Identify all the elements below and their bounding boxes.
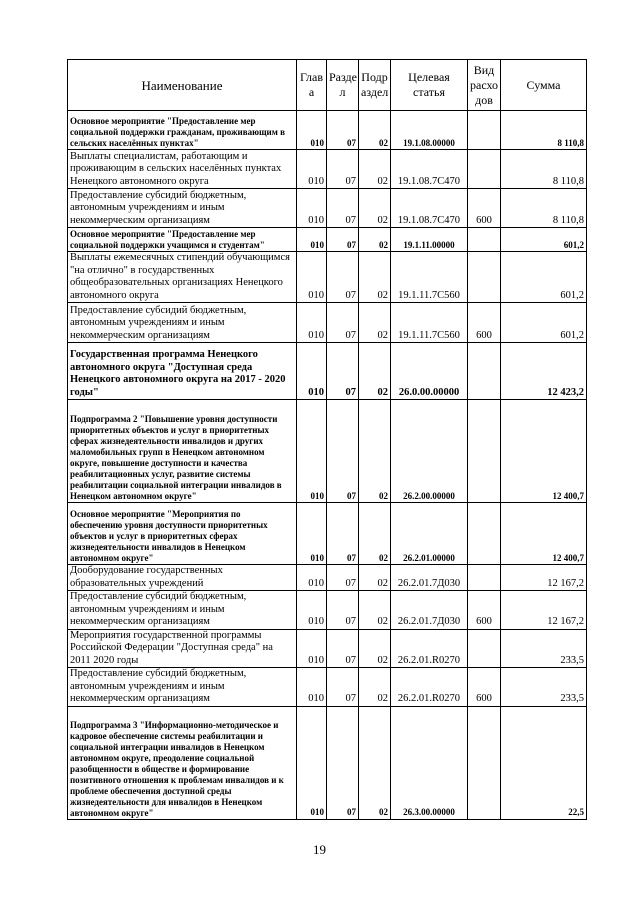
table-row [68,189,587,228]
header-name: Наименование [68,60,297,111]
row-chapter: 010 [297,111,327,150]
row-expense-type [468,503,501,565]
row-subsection: 02 [359,343,391,400]
row-sum: 12 167,2 [501,565,587,591]
row-expense-type [468,252,501,303]
row-chapter: 010 [297,252,327,303]
table-row [68,706,587,819]
row-section: 07 [327,343,359,400]
row-chapter: 010 [297,400,327,503]
row-chapter: 010 [297,503,327,565]
row-section: 07 [327,706,359,819]
row-name: Предоставление субсидий бюджетным, автономным учреждениям и иным некоммерческим организациям [68,591,297,630]
row-target: 19.1.08.7С470 [391,150,468,189]
row-expense-type [468,565,501,591]
table-row [68,228,587,252]
row-sum: 8 110,8 [501,150,587,189]
table-row [68,503,587,565]
row-name: Основное мероприятие "Предоставление мер социальной поддержки гражданам, проживающим в сельских населённых пунктах" [68,111,297,150]
row-sum: 233,5 [501,668,587,707]
row-chapter: 010 [297,629,327,668]
table-row [68,565,587,591]
row-section: 07 [327,111,359,150]
row-expense-type [468,400,501,503]
table-row [68,591,587,630]
table-row [68,629,587,668]
row-expense-type [468,629,501,668]
row-section: 07 [327,303,359,343]
row-section: 07 [327,189,359,228]
row-name: Подпрограмма 2 "Повышение уровня доступности приоритетных объектов и услуг в приоритетных сферах жизнедеятельности инвалидов и других маломобильных групп в Ненецком автономном округе, повышение доступности и качества реабилитационных услуг, развитие системы реабилитации социальной интеграции инвалидов в Ненецком автономном округе" [68,400,297,503]
row-target: 26.2.01.R0270 [391,668,468,707]
table-row [68,668,587,707]
row-subsection: 02 [359,189,391,228]
row-sum: 8 110,8 [501,189,587,228]
row-name: Дооборудование государственных образовательных учреждений [68,565,297,591]
row-name: Выплаты ежемесячных стипендий обучающимся "на отлично" в государственных общеобразовательных организациях Ненецкого автономного округа [68,252,297,303]
row-name: Мероприятия государственной программы Российской Федерации "Доступная среда" на 2011 2020 годы [68,629,297,668]
row-target: 19.1.08.00000 [391,111,468,150]
row-subsection: 02 [359,503,391,565]
table-row [68,252,587,303]
row-name: Государственная программа Ненецкого автономного округа "Доступная среда Ненецкого автономного округа на 2017 - 2020 годы" [68,343,297,400]
row-expense-type [468,111,501,150]
header-chapter: Глав а [297,60,327,111]
budget-table [67,59,587,820]
row-subsection: 02 [359,565,391,591]
row-target: 26.2.01.7Д030 [391,591,468,630]
row-chapter: 010 [297,591,327,630]
row-section: 07 [327,228,359,252]
header-target: Целевая статья [391,60,468,111]
row-subsection: 02 [359,252,391,303]
row-target: 26.2.01.00000 [391,503,468,565]
header-subsection: Подр аздел [359,60,391,111]
row-sum: 12 423,2 [501,343,587,400]
table-row [68,150,587,189]
row-expense-type: 600 [468,303,501,343]
row-chapter: 010 [297,343,327,400]
table-row [68,111,587,150]
row-subsection: 02 [359,150,391,189]
row-subsection: 02 [359,706,391,819]
row-target: 26.3.00.00000 [391,706,468,819]
header-sum: Сумма [501,60,587,111]
row-expense-type [468,150,501,189]
row-subsection: 02 [359,629,391,668]
header-section: Разде л [327,60,359,111]
row-section: 07 [327,150,359,189]
row-name: Предоставление субсидий бюджетным, автономным учреждениям и иным некоммерческим организациям [68,189,297,228]
row-expense-type: 600 [468,668,501,707]
row-sum: 601,2 [501,303,587,343]
row-expense-type [468,343,501,400]
table-row [68,343,587,400]
table-row [68,303,587,343]
row-expense-type: 600 [468,591,501,630]
row-name: Основное мероприятие "Предоставление мер социальной поддержки учащимся и студентам" [68,228,297,252]
row-subsection: 02 [359,111,391,150]
header-expense-type: Вид расхо дов [468,60,501,111]
table-header-row [68,60,587,111]
row-chapter: 010 [297,668,327,707]
row-target: 26.2.01.R0270 [391,629,468,668]
row-chapter: 010 [297,150,327,189]
table-row [68,400,587,503]
row-target: 26.2.00.00000 [391,400,468,503]
row-target: 19.1.08.7С470 [391,189,468,228]
row-chapter: 010 [297,706,327,819]
row-section: 07 [327,252,359,303]
row-target: 26.2.01.7Д030 [391,565,468,591]
row-sum: 601,2 [501,228,587,252]
row-chapter: 010 [297,565,327,591]
row-target: 19.1.11.7С560 [391,303,468,343]
row-sum: 22,5 [501,706,587,819]
row-subsection: 02 [359,228,391,252]
row-expense-type: 600 [468,189,501,228]
row-sum: 12 400,7 [501,400,587,503]
row-target: 19.1.11.00000 [391,228,468,252]
row-target: 19.1.11.7С560 [391,252,468,303]
row-section: 07 [327,629,359,668]
row-expense-type [468,706,501,819]
table-body [68,111,587,820]
row-section: 07 [327,565,359,591]
row-expense-type [468,228,501,252]
row-section: 07 [327,668,359,707]
row-name: Основное мероприятие "Мероприятия по обеспечению уровня доступности приоритетных объектов и услуг в приоритетных сферах жизнедеятельности инвалидов в Ненецком автономном округе" [68,503,297,565]
row-name: Подпрограмма 3 "Информационно-методическое и кадровое обеспечение системы реабилитации и социальной интеграции инвалидов в Ненецком автономном округе, преодоление социальной разобщенности в обществе и формирование позитивного отношения к проблемам инвалидов и к проблеме обеспечения доступной среды жизнедеятельности для инвалидов в Ненецком автономном округе" [68,706,297,819]
row-name: Предоставление субсидий бюджетным, автономным учреждениям и иным некоммерческим организациям [68,303,297,343]
row-sum: 12 400,7 [501,503,587,565]
row-sum: 12 167,2 [501,591,587,630]
row-subsection: 02 [359,400,391,503]
row-name: Выплаты специалистам, работающим и проживающим в сельских населённых пунктах Ненецкого автономного округа [68,150,297,189]
row-chapter: 010 [297,189,327,228]
row-target: 26.0.00.00000 [391,343,468,400]
row-chapter: 010 [297,228,327,252]
row-sum: 8 110,8 [501,111,587,150]
row-sum: 601,2 [501,252,587,303]
row-section: 07 [327,400,359,503]
row-subsection: 02 [359,668,391,707]
row-chapter: 010 [297,303,327,343]
page-number: 19 [313,842,326,857]
row-name: Предоставление субсидий бюджетным, автономным учреждениям и иным некоммерческим организациям [68,668,297,707]
row-section: 07 [327,503,359,565]
row-subsection: 02 [359,303,391,343]
row-sum: 233,5 [501,629,587,668]
row-subsection: 02 [359,591,391,630]
row-section: 07 [327,591,359,630]
